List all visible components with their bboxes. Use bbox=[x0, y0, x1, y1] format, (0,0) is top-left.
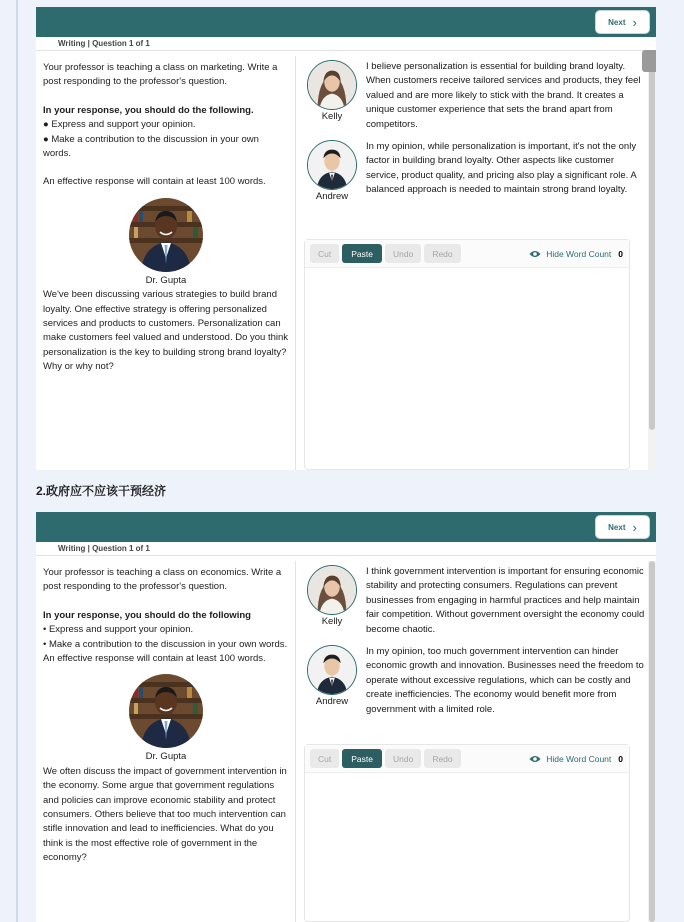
question-subheader: Writing | Question 1 of 1 bbox=[36, 37, 656, 51]
student-post-text: In my opinion, too much government intervention can hinder economic growth and innovation. Businesses need the freedom to operate without excessive regulations, which can be costly and create inefficiencies. The economy would benefit more from government with a limited role. bbox=[366, 646, 644, 715]
professor-name: Dr. Gupta bbox=[145, 274, 187, 286]
cut-button[interactable]: Cut bbox=[310, 749, 339, 768]
scrollbar-thumb[interactable] bbox=[649, 56, 655, 430]
top-bar bbox=[36, 7, 656, 37]
student-post bbox=[304, 565, 656, 637]
eye-icon bbox=[529, 755, 541, 763]
instructions-column bbox=[36, 56, 296, 470]
student-post-text: I believe personalization is essential for building brand loyalty. When customers receive tailored services and products, they feel valued and are more likely to stick with the brand. It creates a unique customer experience that sets the brand apart from competitors. bbox=[366, 61, 641, 130]
professor-avatar bbox=[129, 198, 203, 272]
instructions-intro: Your professor is teaching a class on economics. Write a post responding to the professor's question. bbox=[43, 567, 282, 593]
student-name: Andrew bbox=[315, 696, 349, 708]
instructions-note: An effective response will contain at least 100 words. bbox=[43, 176, 266, 188]
word-count-value: 0 bbox=[618, 248, 623, 259]
professor-name: Dr. Gupta bbox=[145, 751, 187, 763]
professor-block bbox=[43, 674, 289, 764]
next-label: Next bbox=[608, 522, 626, 532]
word-count-toggle[interactable] bbox=[529, 754, 623, 764]
student-avatar bbox=[307, 565, 357, 615]
response-editor[interactable] bbox=[304, 744, 630, 922]
student-avatar bbox=[307, 645, 357, 695]
chevron-right-icon: › bbox=[632, 14, 637, 30]
next-button[interactable] bbox=[595, 515, 650, 539]
word-count-toggle[interactable] bbox=[529, 249, 623, 259]
instructions-heading: In your response, you should do the following bbox=[43, 609, 251, 621]
instructions-note: An effective response will contain at least 100 words. bbox=[43, 653, 266, 665]
undo-button[interactable]: Undo bbox=[385, 244, 421, 263]
paste-button[interactable]: Paste bbox=[342, 749, 382, 768]
student-name: Kelly bbox=[321, 111, 343, 122]
student-avatar bbox=[307, 60, 357, 110]
question-panel-2 bbox=[36, 512, 656, 922]
editor-toolbar bbox=[305, 240, 629, 268]
paste-button[interactable]: Paste bbox=[342, 244, 382, 263]
professor-block bbox=[43, 198, 289, 288]
redo-button[interactable]: Redo bbox=[424, 244, 460, 263]
instructions-bullet: • Express and support your opinion. bbox=[43, 624, 194, 636]
question-panel-1 bbox=[36, 7, 656, 470]
student-avatar bbox=[307, 140, 357, 190]
next-button[interactable] bbox=[595, 10, 650, 34]
professor-question: We've been discussing various strategies to build brand loyalty. One effective strategy is offering personalized services and products to customers. Personalization can make customers feel valued and understood. Do you think personalization is the key to building strong brand loyalty? Why or why not? bbox=[43, 289, 289, 373]
student-post-text: In my opinion, while personalization is important, it's not the only factor in building brand loyalty. Other aspects like customer service, product quality, and pricing also play a significant role. A balanced approach is needed to maintain strong brand loyalty. bbox=[366, 141, 637, 196]
student-post bbox=[304, 60, 656, 132]
student-name: Andrew bbox=[315, 191, 349, 203]
question-subheader: Writing | Question 1 of 1 bbox=[36, 542, 656, 556]
eye-icon bbox=[529, 250, 541, 258]
instructions-column bbox=[36, 561, 296, 922]
undo-button[interactable]: Undo bbox=[385, 749, 421, 768]
instructions-intro: Your professor is teaching a class on marketing. Write a post responding to the professor's question. bbox=[43, 62, 278, 88]
instructions-heading: In your response, you should do the following. bbox=[43, 104, 254, 116]
section-title: 2.政府应不应该干预经济 bbox=[36, 484, 167, 498]
instructions-bullet: • Make a contribution to the discussion in your own words. bbox=[43, 638, 288, 650]
next-label: Next bbox=[608, 17, 626, 27]
professor-question: We often discuss the impact of government intervention in the economy. Some argue that government regulations and policies can improve economic stability and protect consumers. Others believe that too much intervention can stifle innovation and lead to inefficiencies. What do you think is the most effective role of government in the economy? bbox=[43, 765, 287, 864]
scrollbar[interactable] bbox=[648, 561, 656, 922]
word-count-value: 0 bbox=[618, 753, 623, 764]
scroll-handle[interactable] bbox=[642, 50, 656, 72]
student-post-text: I think government intervention is important for ensuring economic stability and protecting consumers. Regulations can prevent businesses from engaging in harmful practices and help maintain fair competition. Without government oversight the economy could become chaotic. bbox=[366, 566, 645, 635]
student-name: Kelly bbox=[321, 616, 343, 627]
student-post bbox=[304, 645, 656, 717]
instructions-bullet: ● Make a contribution to the discussion in your own words. bbox=[43, 133, 259, 160]
scrollbar-thumb[interactable] bbox=[649, 561, 655, 922]
hide-word-count-label: Hide Word Count bbox=[546, 248, 612, 259]
top-bar bbox=[36, 512, 656, 542]
hide-word-count-label: Hide Word Count bbox=[546, 753, 612, 764]
chevron-right-icon: › bbox=[632, 519, 637, 535]
response-editor[interactable] bbox=[304, 239, 630, 470]
left-rule bbox=[16, 0, 18, 922]
instructions-bullet: ● Express and support your opinion. bbox=[43, 119, 196, 131]
student-post bbox=[304, 140, 656, 202]
redo-button[interactable]: Redo bbox=[424, 749, 460, 768]
professor-avatar bbox=[129, 674, 203, 748]
cut-button[interactable]: Cut bbox=[310, 244, 339, 263]
editor-toolbar bbox=[305, 745, 629, 773]
scrollbar[interactable] bbox=[648, 56, 656, 470]
